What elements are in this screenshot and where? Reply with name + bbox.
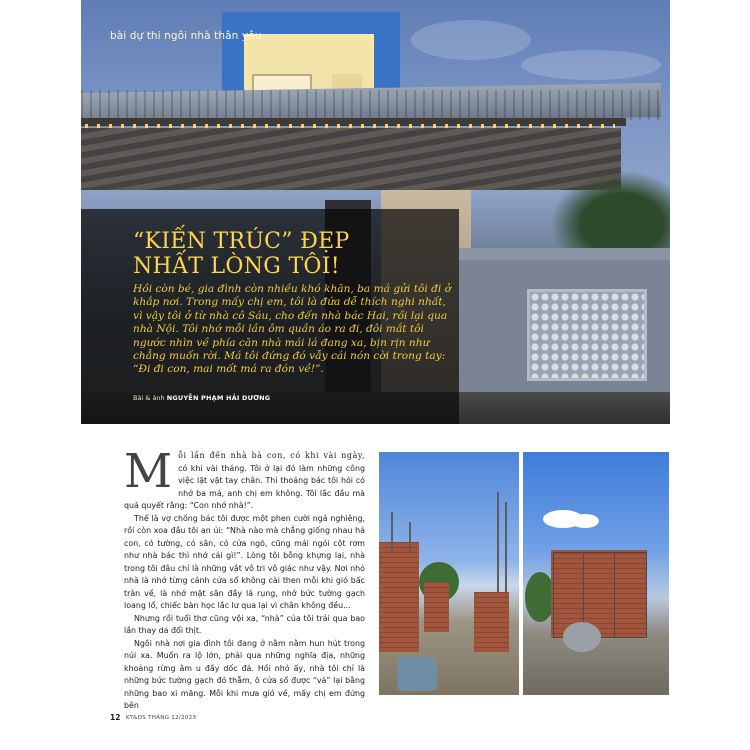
construction-photo-2 (523, 452, 669, 695)
hero-photo (81, 0, 670, 424)
section-tag: bài dự thi ngôi nhà thân yêu (110, 30, 262, 42)
sky-cloud (521, 50, 661, 80)
article-headline (133, 229, 463, 279)
paragraph-2: Thế là vợ chồng bác tôi được một phen cười ngả nghiêng, rồi còn xoa đầu tôi an ủi: “Nhà nào mà chẳng giống nhau hả con, có tường, có sân, có cửa ngõ, cũng mái ngói cột rơm như nhà bác thì nhớ cái gì!”. Lòng tôi bỗng khựng lại, nhà trong tôi đâu chỉ là những vật vô tri vô giác như vậy. Nơi nhỏ nhà là nhớ từng cánh cửa sổ không cài then mỗi khi gió bấc tràn về, là nhớ mặt sân đầy lá rụng, nhớ bức tường gạch loang lổ, chiếc bàn học lắc lư qua lại vì chân không đều... (124, 513, 365, 610)
brick-wall (474, 592, 509, 652)
brick-wall (379, 542, 419, 652)
article-lede: Hồi còn bé, gia đình còn nhiều khó khăn, ba má gửi tôi đi ở khắp nơi. Trong mấy chị em, tôi là đứa dễ thích nghi nhất, vì vậy tôi ở từ nhà cô Sáu, cho đến nhà bác Hai, rồi lại qua nhà Nội. Tôi nhớ mỗi lần ôm quần áo ra đi, đôi mắt tôi ngước nhìn về phía căn nhà mái lá đang xa, bịn rịn như chẳng muốn rời. Má tôi đứng đó vẫy cái nón cời trong tay: “Đi đi con, mai mốt má ra đón về!”. (133, 283, 452, 376)
headline-line-2: NHẤT LÒNG TÔI! (133, 254, 340, 279)
drop-cap: M (124, 444, 173, 499)
headline-line-1: “KIẾN TRÚC” ĐẸP (133, 229, 350, 254)
wall-cap (459, 248, 670, 260)
paragraph-4: Ngôi nhà nơi gia đình tôi đang ở nằm nằm hun hút trong núi xa. Muốn ra lộ lớn, phải qua những nghĩa địa, những khoảng rừng âm u đầy dốc đá. Hồi nhỏ ấy, nhà tôi chỉ là những bức tường gạch đỏ thẫm, ô cửa sổ được “vá” lại bằng những bao xi măng. Mỗi khi mưa gió về, mấy chị em đứng bên (124, 638, 365, 710)
magazine-issue: KT&ĐS THÁNG 12/2023 (126, 715, 197, 721)
sky-cloud (411, 20, 531, 60)
lead-in-caps: ỗi lần đến nhà bà con, có khi vài ngày, (178, 451, 365, 460)
roof-ridges (81, 90, 661, 120)
paragraph-1: có khi vài tháng. Tôi ở lại đó làm những công việc lặt vặt tay chân. Thỉ thoảng bác tôi hỏi có nhớ ba má, anh chị em không. Tôi lắc đầu mà quả quyết rằng: “Con nhớ nhà!”. (124, 463, 365, 510)
rebar (391, 512, 393, 552)
page-number: 12 (110, 713, 121, 722)
breeze-block-grille (527, 289, 647, 381)
water-drum (397, 657, 437, 691)
rebar (505, 502, 507, 592)
article-body (124, 444, 365, 713)
rebar (497, 492, 499, 592)
byline-author: NGUYỄN PHẠM HẢI DƯƠNG (166, 394, 271, 402)
brick-wall (424, 582, 449, 632)
rebar (409, 522, 411, 552)
construction-photo-1 (379, 452, 519, 695)
cement-mixer (563, 622, 601, 652)
paragraph-3: Nhưng rồi tuổi thơ cũng vội xa, “nhà” của tôi trải qua bao lần thay da đổi thịt. (124, 613, 365, 635)
byline-prefix: Bài & ảnh (133, 394, 165, 402)
porch-ceiling (81, 128, 621, 190)
palm-trees (550, 170, 670, 260)
cloud (571, 514, 599, 528)
byline (133, 394, 270, 402)
